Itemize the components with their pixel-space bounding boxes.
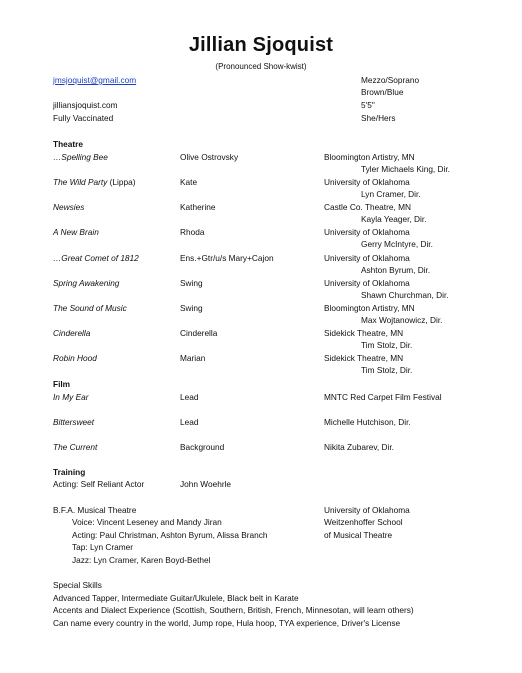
role: Ens.+Gtr/u/s Mary+Cajon <box>180 253 274 263</box>
venue: Bloomington Artistry, MN <box>324 303 415 313</box>
theatre-credit <box>0 201 522 227</box>
theatre-heading: Theatre <box>53 139 83 149</box>
role: Katherine <box>180 202 216 212</box>
acting-teacher: John Woehrle <box>180 479 232 489</box>
show-title: The Sound of Music <box>53 303 127 313</box>
director: Tim Stolz, Dir. <box>361 365 413 375</box>
name-pronunciation: (Pronounced Show-kwist) <box>215 62 307 71</box>
role: Kate <box>180 177 198 187</box>
venue: Castle Co. Theatre, MN <box>324 202 411 212</box>
theatre-credit <box>0 352 522 378</box>
role: Rhoda <box>180 227 205 237</box>
theatre-credit <box>0 277 522 303</box>
theatre-credit <box>0 176 522 202</box>
skill-line: Accents and Dialect Experience (Scottish, Southern, British, French, Minnesotan, will learn others) <box>53 605 414 615</box>
pronouns: She/Hers <box>361 113 396 123</box>
role: Cinderella <box>180 328 218 338</box>
role: Swing <box>180 303 203 313</box>
venue: Sidekick Theatre, MN <box>324 353 404 363</box>
film-detail: MNTC Red Carpet Film Festival <box>324 392 442 402</box>
role: Marian <box>180 353 206 363</box>
venue: University of Oklahoma <box>324 278 410 288</box>
venue: University of Oklahoma <box>324 177 410 187</box>
director: Ashton Byrum, Dir. <box>361 265 431 275</box>
show-title: Cinderella <box>53 328 91 338</box>
school-name: Weitzenhoffer School <box>324 517 403 527</box>
director: Kayla Yeager, Dir. <box>361 214 427 224</box>
film-detail: Nikita Zubarev, Dir. <box>324 442 394 452</box>
role: Olive Ostrovsky <box>180 152 239 162</box>
venue: Bloomington Artistry, MN <box>324 152 415 162</box>
role: Background <box>180 442 225 452</box>
email-link[interactable]: jmsjoquist@gmail.com <box>53 75 137 85</box>
skill-line: Can name every country in the world, Jump rope, Hula hoop, TYA experience, Driver's License <box>53 618 401 628</box>
theatre-credit <box>0 226 522 252</box>
school-name: University of Oklahoma <box>324 505 410 515</box>
theatre-credit <box>0 302 522 328</box>
film-detail: Michelle Hutchison, Dir. <box>324 417 411 427</box>
show-title: …Spelling Bee <box>53 152 108 162</box>
show-title: Spring Awakening <box>53 278 120 288</box>
school-name: of Musical Theatre <box>324 530 393 540</box>
director: Shawn Churchman, Dir. <box>361 290 449 300</box>
film-credit <box>0 441 522 467</box>
film-title: Bittersweet <box>53 417 95 427</box>
training-detail: Jazz: Lyn Cramer, Karen Boyd-Bethel <box>72 555 211 565</box>
skill-line: Advanced Tapper, Intermediate Guitar/Ukulele, Black belt in Karate <box>53 593 299 603</box>
venue: University of Oklahoma <box>324 253 410 263</box>
film-credit <box>0 391 522 417</box>
hair-eyes: Brown/Blue <box>361 87 404 97</box>
film-heading: Film <box>53 379 71 389</box>
theatre-credit <box>0 252 522 278</box>
theatre-credit <box>0 151 522 177</box>
vaccination-status: Fully Vaccinated <box>53 113 114 123</box>
theatre-credit <box>0 327 522 353</box>
director: Tim Stolz, Dir. <box>361 340 413 350</box>
director: Max Wojtanowicz, Dir. <box>361 315 443 325</box>
show-title: The Wild Party <box>53 177 108 187</box>
role: Lead <box>180 417 199 427</box>
website-text: jilliansjoquist.com <box>53 100 118 110</box>
voice-type: Mezzo/Soprano <box>361 75 420 85</box>
training-heading: Training <box>53 467 86 477</box>
film-title: In My Ear <box>53 392 89 402</box>
show-title: Newsies <box>53 202 85 212</box>
training-detail: Tap: Lyn Cramer <box>72 542 134 552</box>
show-title: Robin Hood <box>53 353 97 363</box>
show-title-group <box>53 176 135 188</box>
show-title: …Great Comet of 1812 <box>53 253 139 263</box>
performer-name: Jillian Sjoquist <box>188 34 334 56</box>
venue: Sidekick Theatre, MN <box>324 328 404 338</box>
height: 5'5" <box>361 100 375 110</box>
show-note: (Lippa) <box>107 177 136 187</box>
director: Lyn Cramer, Dir. <box>361 189 421 199</box>
acting-training: Acting: Self Reliant Actor <box>53 479 145 489</box>
show-title: A New Brain <box>53 227 99 237</box>
venue: University of Oklahoma <box>324 227 410 237</box>
training-detail: Acting: Paul Christman, Ashton Byrum, Alissa Branch <box>72 530 268 540</box>
training-detail: Voice: Vincent Leseney and Mandy Jiran <box>72 517 222 527</box>
skills-heading: Special Skills <box>53 580 102 590</box>
role: Swing <box>180 278 203 288</box>
film-title: The Current <box>53 442 98 452</box>
director: Gerry McIntyre, Dir. <box>361 239 433 249</box>
film-credit <box>0 416 522 442</box>
role: Lead <box>180 392 199 402</box>
degree: B.F.A. Musical Theatre <box>53 505 137 515</box>
director: Tyler Michaels King, Dir. <box>361 164 450 174</box>
